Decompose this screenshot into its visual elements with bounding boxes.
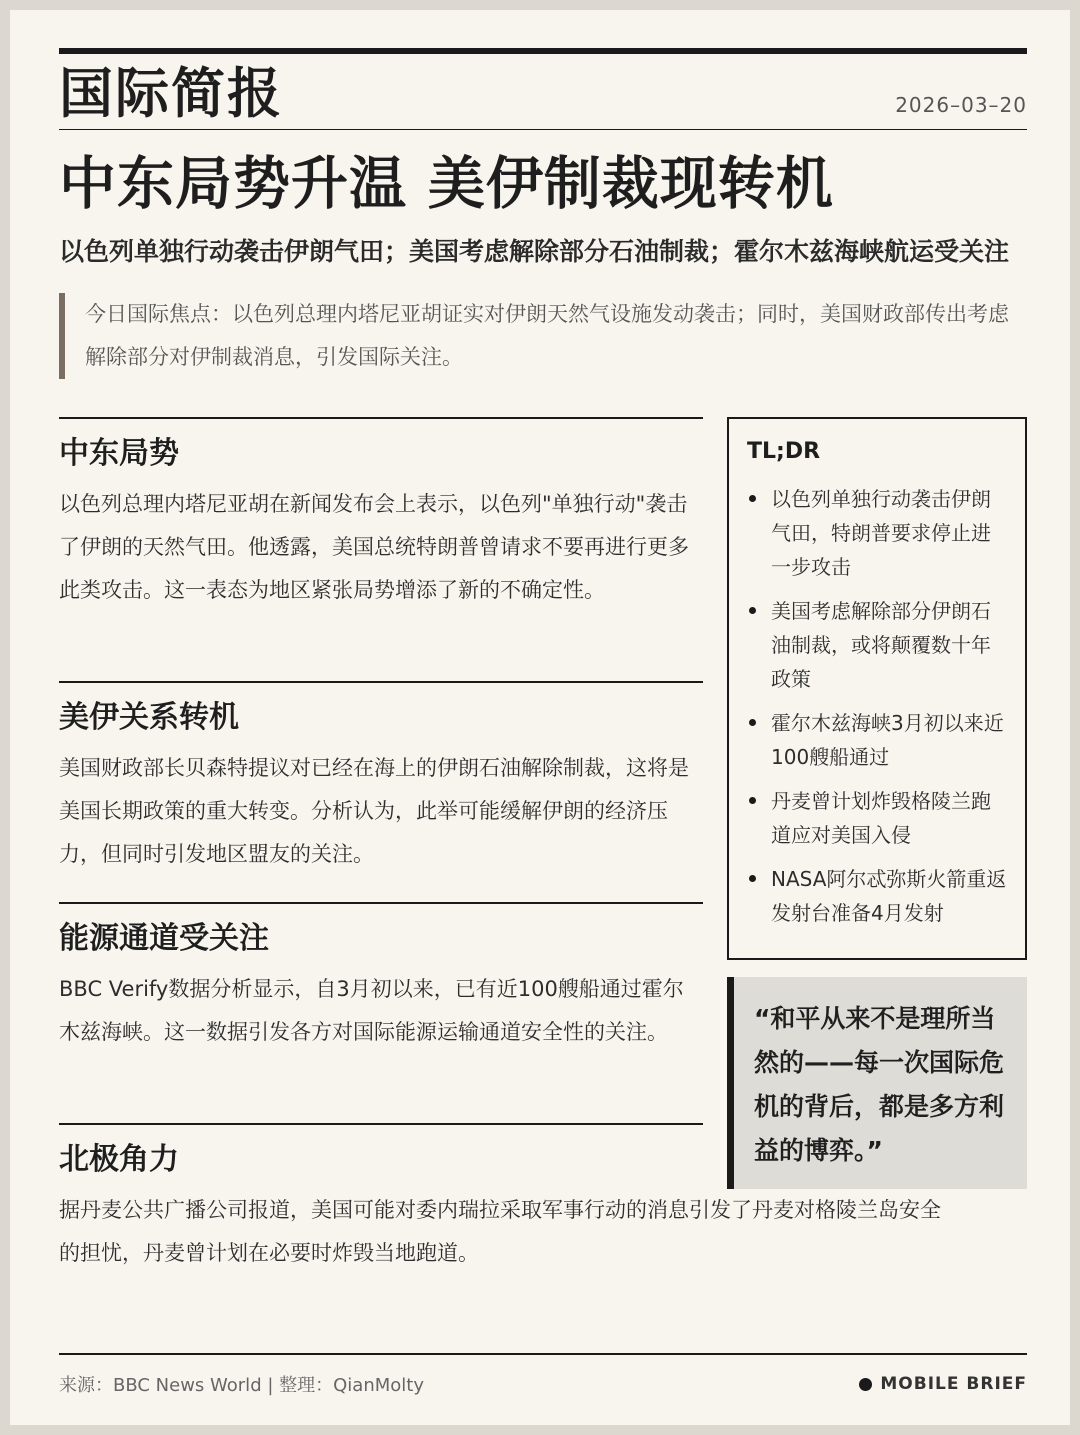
main-columns — [59, 417, 1027, 1266]
list-item-text: 霍尔木兹海峡3月初以来近100艘船通过 — [771, 711, 1004, 770]
list-item-text: NASA阿尔忒弥斯火箭重返发射台准备4月发射 — [771, 867, 1007, 926]
list-item — [747, 706, 1007, 774]
brand-label — [859, 1374, 1027, 1394]
pull-quote: “和平从来不是理所当然的——每一次国际危机的背后，都是多方利益的博弈。” — [727, 977, 1027, 1189]
section-energy — [59, 902, 703, 1123]
section-body: 以色列总理内塔尼亚胡在新闻发布会上表示，以色列"单独行动"袭击了伊朗的天然气田。他透露，美国总统特朗普曾请求不要再进行更多此类攻击。这一表态为地区紧张局势增添了新的不确定性。 — [59, 492, 689, 603]
section-title: 北极角力 — [59, 1142, 179, 1178]
content-area — [59, 48, 1027, 1266]
bullet-icon — [749, 495, 756, 502]
list-item-text: 美国考虑解除部分伊朗石油制裁，或将颠覆数十年政策 — [771, 599, 991, 692]
tldr-title: TL;DR — [747, 439, 821, 465]
list-item — [747, 594, 1007, 696]
bullet-icon — [749, 719, 756, 726]
focus-summary: 今日国际焦点：以色列总理内塔尼亚胡证实对伊朗天然气设施发动袭击；同时，美国财政部传出考虑解除部分对伊制裁消息，引发国际关注。 — [59, 293, 1027, 379]
subheadline: 以色列单独行动袭击伊朗气田；美国考虑解除部分石油制裁；霍尔木兹海峡航运受关注 — [59, 237, 1010, 267]
headline: 中东局势升温 美伊制裁现转机 — [59, 151, 834, 217]
list-item — [747, 862, 1007, 930]
section-body: 据丹麦公共广播公司报道，美国可能对委内瑞拉采取军事行动的消息引发了丹麦对格陵兰岛安全的担忧，丹麦曾计划在必要时炸毁当地跑道。 — [59, 1198, 941, 1266]
section-title: 能源通道受关注 — [59, 921, 269, 957]
section-title: 美伊关系转机 — [59, 700, 239, 736]
bullet-icon — [749, 607, 756, 614]
brand-text: MOBILE BRIEF — [880, 1374, 1027, 1394]
section-body: BBC Verify数据分析显示，自3月初以来，已有近100艘船通过霍尔木兹海峡。这一数据引发各方对国际能源运输通道安全性的关注。 — [59, 977, 684, 1045]
list-item — [747, 482, 1007, 584]
bullet-icon — [749, 797, 756, 804]
list-item — [747, 784, 1007, 852]
issue-date: 2026–03–20 — [895, 93, 1027, 117]
list-item-text: 以色列单独行动袭击伊朗气田，特朗普要求停止进一步攻击 — [771, 487, 991, 580]
section-us-iran — [59, 681, 703, 902]
section-middle-east — [59, 417, 703, 681]
bullet-icon — [749, 875, 756, 882]
section-title: 中东局势 — [59, 436, 179, 472]
section-body: 美国财政部长贝森特提议对已经在海上的伊朗石油解除制裁，这将是美国长期政策的重大转变。分析认为，此举可能缓解伊朗的经济压力，但同时引发地区盟友的关注。 — [59, 756, 689, 867]
section-arctic — [59, 1123, 941, 1275]
tldr-box — [727, 417, 1027, 960]
tldr-list — [747, 482, 1007, 930]
footer — [59, 1353, 1027, 1397]
brief-card — [10, 10, 1070, 1425]
masthead-title: 国际简报 — [59, 62, 283, 125]
masthead — [59, 54, 1027, 130]
list-item-text: 丹麦曾计划炸毁格陵兰跑道应对美国入侵 — [771, 789, 991, 848]
dot-icon — [859, 1378, 872, 1391]
source-credit: 来源：BBC News World | 整理：QianMolty — [59, 1375, 424, 1396]
